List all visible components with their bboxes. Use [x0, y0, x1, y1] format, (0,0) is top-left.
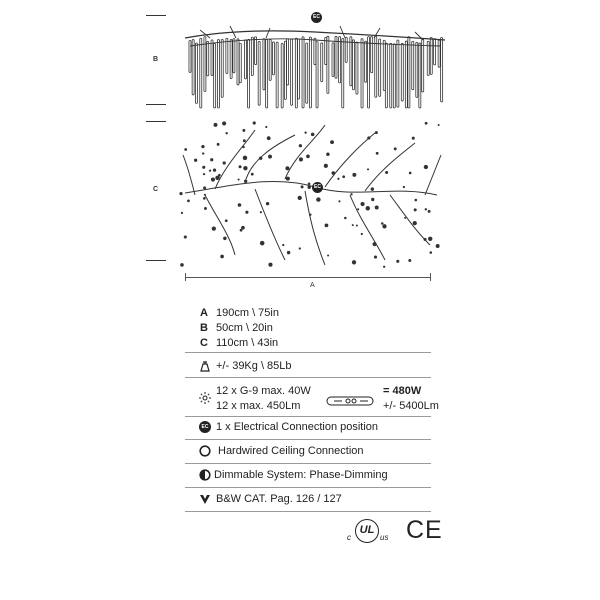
catalog-text: B&W CAT. Pag. 126 / 127: [216, 493, 342, 505]
dim-c-top-tick: [146, 121, 166, 122]
dim-b-row: [200, 322, 273, 334]
divider-3: [185, 416, 431, 417]
lamps-line2: 12 x max. 450Lm: [216, 400, 301, 412]
divider-6: [185, 487, 431, 488]
weight-value: +/- 39Kg \ 85Lb: [216, 360, 292, 372]
divider-5: [185, 463, 431, 464]
dim-a-line: [185, 277, 430, 278]
chandelier-top-view: [175, 115, 445, 275]
divider-2: [185, 377, 431, 378]
dim-b-letter: B: [153, 56, 159, 63]
connector-icon: [326, 394, 374, 408]
dimmable-text: Dimmable System: Phase-Dimming: [214, 469, 388, 481]
ul-c-text: c: [347, 533, 351, 542]
total-power: = 480W: [383, 385, 422, 397]
dim-a-left-tick: [185, 273, 186, 281]
ec-marker-center: EC: [312, 182, 323, 193]
chandelier-side-view: [180, 10, 450, 110]
dim-b-bottom-tick: [146, 104, 166, 105]
ul-text: UL: [359, 524, 375, 536]
ec-marker-top: EC: [311, 12, 322, 23]
circle-icon: [199, 445, 211, 457]
divider-4: [185, 439, 431, 440]
dim-a-right-tick: [430, 273, 431, 281]
hardwired-text: Hardwired Ceiling Connection: [218, 445, 364, 457]
ce-mark: CE: [406, 516, 443, 544]
ul-us-text: us: [380, 533, 389, 542]
total-lumen: +/- 5400Lm: [383, 400, 439, 412]
dim-c-value: 110cm \ 43in: [216, 337, 279, 349]
weight-icon: [199, 360, 211, 372]
lamps-line1: 12 x G-9 max. 40W: [216, 385, 311, 397]
dim-a-letter: A: [310, 282, 315, 289]
ul-listed-mark: [347, 517, 393, 545]
dim-b-value: 50cm \ 20in: [216, 322, 273, 334]
electrical-text: 1 x Electrical Connection position: [216, 421, 379, 433]
ul-circle: [355, 519, 379, 543]
dim-b-top-tick: [146, 15, 166, 16]
dim-a-value: 190cm \ 75in: [216, 307, 279, 319]
dim-c-bottom-tick: [146, 260, 166, 261]
divider-7: [185, 511, 431, 512]
dim-b-label: B: [200, 322, 208, 334]
ec-badge-icon: EC: [199, 421, 211, 433]
divider-1: [185, 352, 431, 353]
bw-catalog-icon: [199, 493, 211, 505]
dim-c-label: C: [200, 337, 208, 349]
dim-a-row: [200, 307, 279, 319]
light-icon: [199, 392, 211, 404]
dimmer-icon: [199, 469, 211, 481]
dim-c-letter: C: [153, 186, 159, 193]
dim-a-label: A: [200, 307, 208, 319]
dim-c-row: [200, 337, 278, 349]
